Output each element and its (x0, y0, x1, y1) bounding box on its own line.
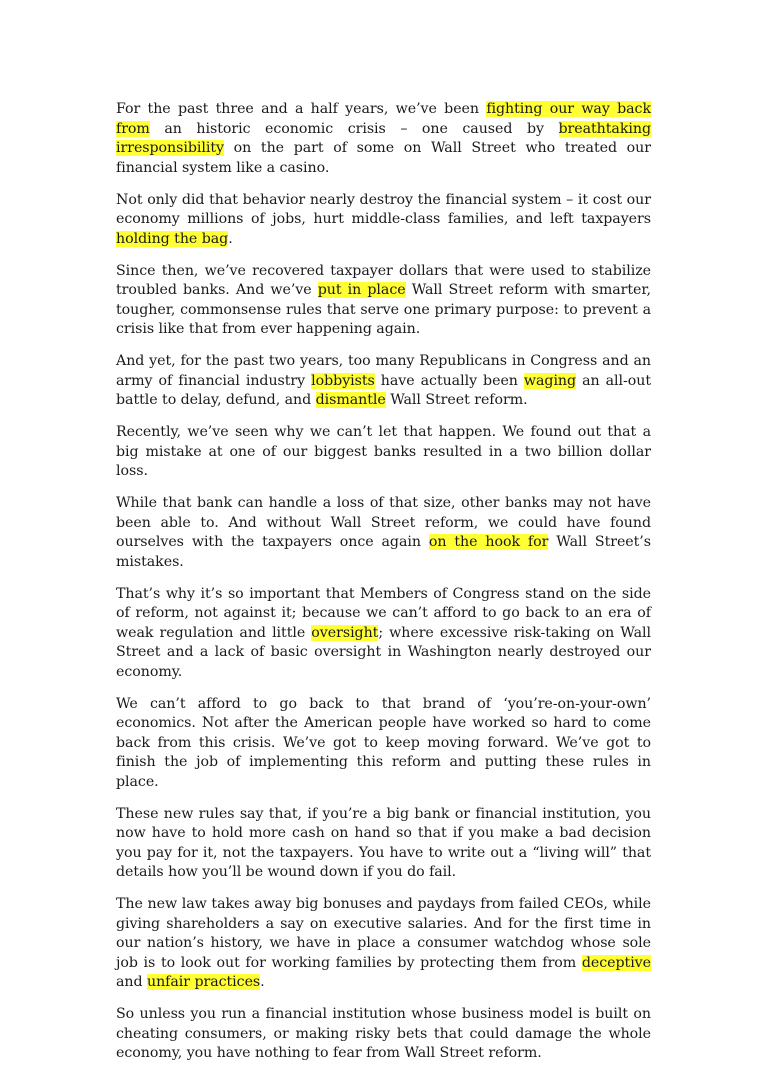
highlighted-phrase: deceptive (581, 954, 651, 971)
text-run: These new rules say that, if you’re a big bank or financial institution, you now have to hold more cash on hand so that if you make a bad decision you pay for it, not the taxpayers. You have to write out a “living will” that details how you’ll be wound down if you do fail. (116, 805, 651, 880)
highlighted-phrase: lobbyists (311, 372, 375, 389)
text-run: on the part of some on Wall Street who treated our financial system like a casino. (116, 140, 651, 176)
paragraph (116, 585, 651, 683)
highlighted-phrase: breathtaking irresponsibility (116, 120, 651, 156)
text-run: Wall Street’s mistakes. (116, 534, 651, 570)
paragraph (116, 695, 651, 793)
highlighted-phrase: put in place (317, 282, 406, 298)
paragraph (116, 805, 651, 883)
text-run: ; where excessive risk-taking on Wall Street and a lack of basic oversight in Washington nearly destroyed our economy. (116, 624, 651, 680)
paragraph (116, 191, 651, 250)
text-run: Not only did that behavior nearly destroy the financial system – it cost our economy millions of jobs, hurt middle-class families, and left taxpayers (116, 191, 651, 227)
text-run: Wall Street reform with smarter, tougher, commonsense rules that serve one primary purpose: to prevent a crisis like that from ever happening again. (116, 282, 651, 337)
document-body (116, 100, 651, 1076)
text-run: and (116, 974, 147, 990)
highlighted-phrase: fighting our way back from (116, 101, 652, 137)
text-run: And yet, for the past two years, too many Republicans in Congress and an army of financial industry (116, 353, 651, 389)
highlighted-phrase: waging (523, 372, 577, 389)
highlighted-phrase: dismantle (315, 392, 386, 408)
paragraph (116, 1005, 651, 1064)
text-run: For the past three and a half years, we’ve been (116, 101, 487, 117)
text-run: an all-out battle to delay, defund, and (116, 372, 651, 408)
text-run: Since then, we’ve recovered taxpayer dollars that were used to stabilize troubled banks. And we’ve (116, 262, 651, 298)
paragraph (116, 895, 651, 993)
highlighted-phrase: on the hook for (428, 534, 549, 550)
text-run: So unless you run a financial institution whose business model is built on cheating consumers, or making risky bets that could damage the whole economy, you have nothing to fear from Wall Street reform. (116, 1006, 651, 1061)
paragraph (116, 494, 651, 572)
paragraph (116, 423, 651, 482)
text-run: That’s why it’s so important that Members of Congress stand on the side of reform, not against it; because we can’t afford to go back to an era of weak regulation and little (116, 585, 651, 641)
text-run: The new law takes away big bonuses and paydays from failed CEOs, while giving shareholders a say on executive salaries. And for the first time in our nation’s history, we have in place a consumer watchdog whose sole job is to look out for working families by protecting them from (116, 896, 651, 971)
text-run: . (228, 230, 233, 247)
text-run: Wall Street reform. (385, 392, 528, 408)
text-run: We can’t afford to go back to that brand of ‘you’re-on-your-own’ economics. Not after the American people have worked so hard to come back from this crisis. We’ve got to keep moving forward. We’ve got to finish the job of implementing this reform and putting these rules in place. (116, 695, 651, 790)
highlighted-phrase: holding the bag (116, 230, 229, 247)
paragraph (116, 100, 651, 178)
highlighted-phrase: unfair practices (147, 974, 261, 990)
text-run: While that bank can handle a loss of that size, other banks may not have been able to. And without Wall Street reform, we could have found ourselves with the taxpayers once again (116, 495, 651, 550)
text-run: have actually been (374, 372, 524, 389)
paragraph (116, 352, 651, 411)
paragraph (116, 262, 651, 340)
text-run: Recently, we’ve seen why we can’t let that happen. We found out that a big mistake at one of our biggest banks resulted in a two billion dollar loss. (116, 424, 651, 479)
highlighted-phrase: oversight (311, 624, 379, 641)
text-run: an historic economic crisis – one caused by (149, 120, 559, 137)
text-run: . (260, 974, 265, 990)
